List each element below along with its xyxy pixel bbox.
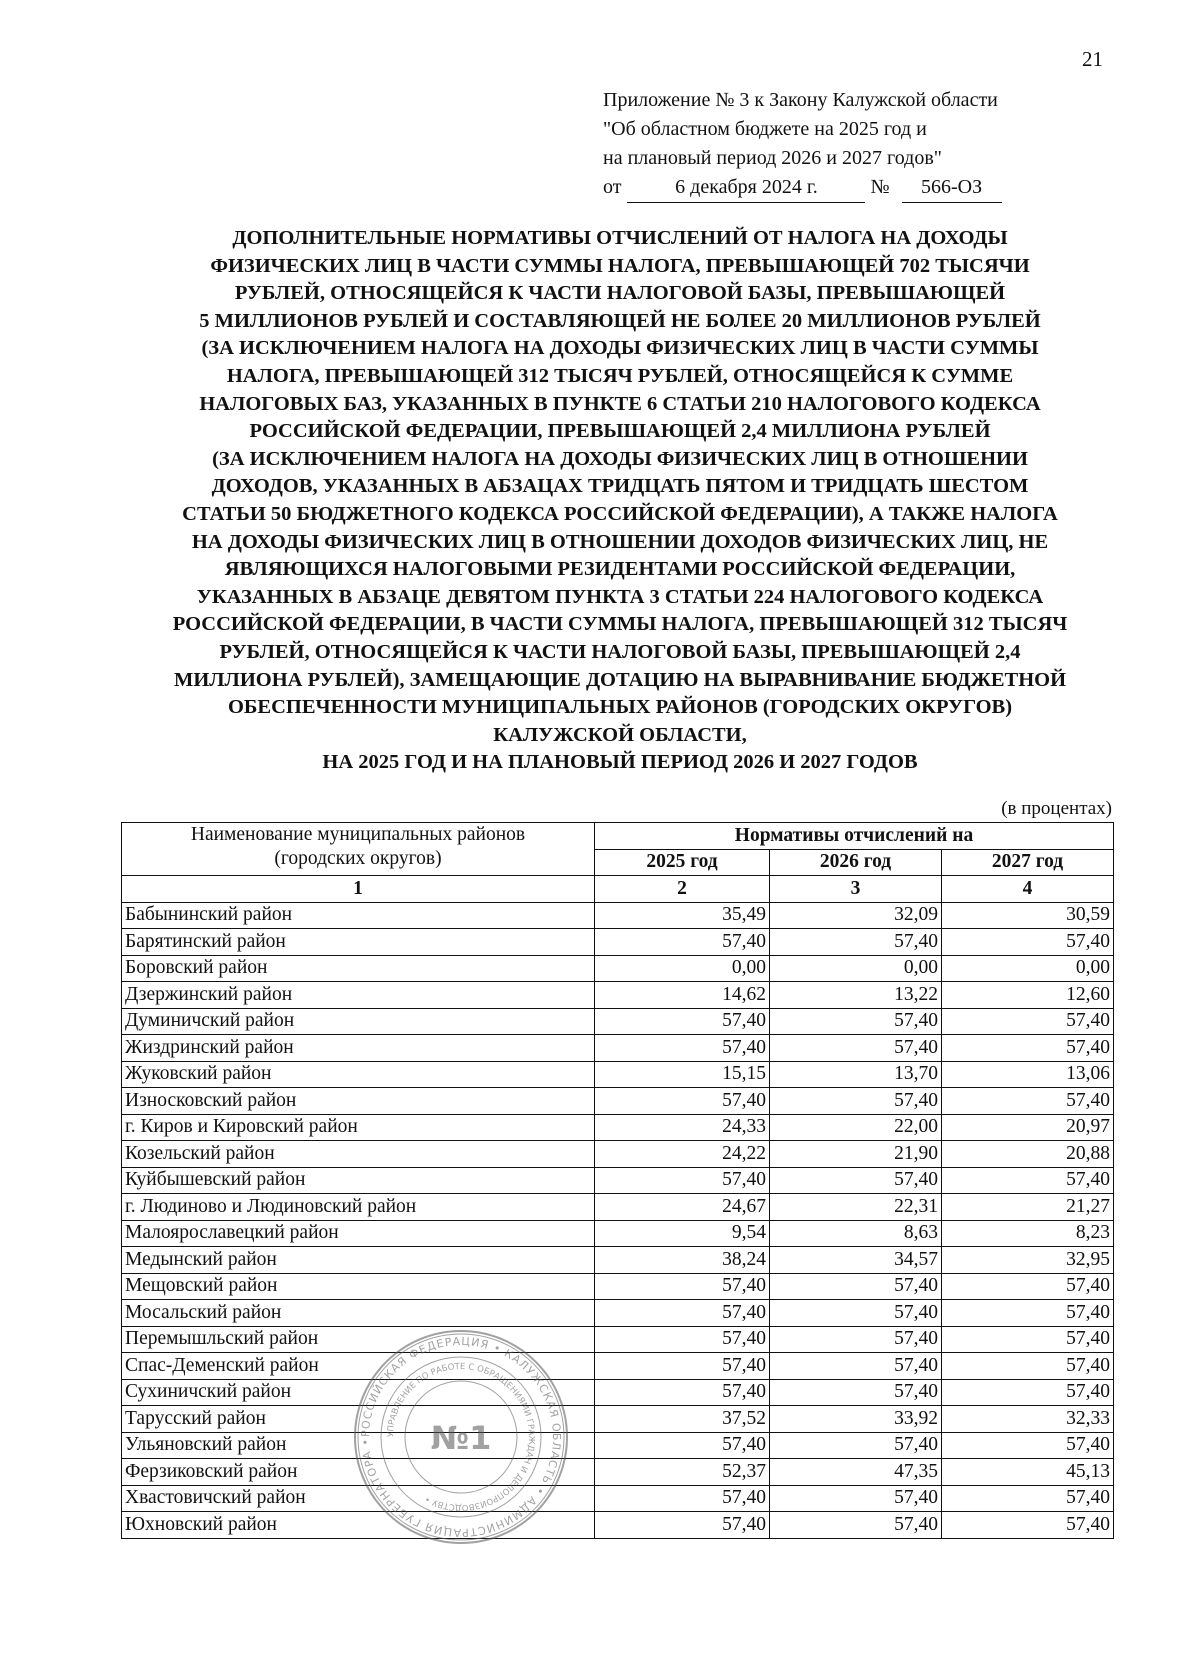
- title-line: КАЛУЖСКОЙ ОБЛАСТИ,: [493, 723, 747, 746]
- table-row: [122, 1353, 1114, 1380]
- value-2027-cell: 57,40: [942, 1326, 1114, 1353]
- title-line: РУБЛЕЙ, ОТНОСЯЩЕЙСЯ К ЧАСТИ НАЛОГОВОЙ БАЗЫ, ПРЕВЫШАЮЩЕЙ: [234, 282, 1006, 305]
- number-label: №: [870, 176, 890, 198]
- value-2025-cell: 57,40: [595, 1379, 770, 1406]
- table-row: [122, 902, 1114, 929]
- appendix-signature-line: [603, 173, 1002, 203]
- table-row: [122, 1088, 1114, 1115]
- value-2027-cell: 8,23: [942, 1220, 1114, 1247]
- from-label: от: [603, 176, 622, 198]
- table-row: [122, 1114, 1114, 1141]
- value-2026-cell: 57,40: [770, 1432, 942, 1459]
- title-line: 5 МИЛЛИОНОВ РУБЛЕЙ И СОСТАВЛЯЮЩЕЙ НЕ БОЛЕЕ 20 МИЛЛИОНОВ РУБЛЕЙ: [199, 309, 1041, 332]
- title-line: НА ДОХОДЫ ФИЗИЧЕСКИХ ЛИЦ В ОТНОШЕНИИ ДОХОДОВ ФИЗИЧЕСКИХ ЛИЦ, НЕ: [191, 530, 1049, 553]
- value-2027-cell: 20,88: [942, 1141, 1114, 1168]
- value-2027-cell: 57,40: [942, 1485, 1114, 1512]
- district-name-cell: Барятинский район: [122, 929, 595, 956]
- table-row: [122, 1035, 1114, 1062]
- title-line: РОССИЙСКОЙ ФЕДЕРАЦИИ, В ЧАСТИ СУММЫ НАЛОГА, ПРЕВЫШАЮЩЕЙ 312 ТЫСЯЧ: [172, 613, 1068, 636]
- value-2026-cell: 34,57: [770, 1247, 942, 1274]
- value-2026-cell: 33,92: [770, 1406, 942, 1433]
- value-2025-cell: 57,40: [595, 1008, 770, 1035]
- value-2026-cell: 22,00: [770, 1114, 942, 1141]
- value-2026-cell: 13,70: [770, 1061, 942, 1088]
- value-2026-cell: 57,40: [770, 1379, 942, 1406]
- title-line: ФИЗИЧЕСКИХ ЛИЦ В ЧАСТИ СУММЫ НАЛОГА, ПРЕВЫШАЮЩЕЙ 702 ТЫСЯЧИ: [210, 254, 1030, 277]
- district-name-cell: Износковский район: [122, 1088, 595, 1115]
- title-line: ЯВЛЯЮЩИХСЯ НАЛОГОВЫМИ РЕЗИДЕНТАМИ РОССИЙСКОЙ ФЕДЕРАЦИИ,: [224, 558, 1016, 581]
- value-2026-cell: 57,40: [770, 1088, 942, 1115]
- table-row: [122, 929, 1114, 956]
- value-2026-cell: 32,09: [770, 902, 942, 929]
- value-2026-cell: 21,90: [770, 1141, 942, 1168]
- value-2025-cell: 24,33: [595, 1114, 770, 1141]
- table-row: [122, 982, 1114, 1009]
- value-2026-cell: 57,40: [770, 1035, 942, 1062]
- value-2027-cell: 21,27: [942, 1194, 1114, 1221]
- title-line: РУБЛЕЙ, ОТНОСЯЩЕЙСЯ К ЧАСТИ НАЛОГОВОЙ БАЗЫ, ПРЕВЫШАЮЩЕЙ 2,4: [219, 640, 1021, 663]
- table-row: [122, 1061, 1114, 1088]
- table-row: [122, 1432, 1114, 1459]
- year-header-2027: 2027 год: [942, 849, 1114, 876]
- document-title: [90, 225, 1150, 777]
- value-2025-cell: 15,15: [595, 1061, 770, 1088]
- table-row: [122, 1008, 1114, 1035]
- district-name-cell: Юхновский район: [122, 1512, 595, 1539]
- value-2027-cell: 57,40: [942, 1035, 1114, 1062]
- appendix-header: [603, 86, 1002, 203]
- value-2026-cell: 57,40: [770, 1353, 942, 1380]
- title-line: НАЛОГА, ПРЕВЫШАЮЩЕЙ 312 ТЫСЯЧ РУБЛЕЙ, ОТНОСЯЩЕЙСЯ К СУММЕ: [226, 364, 1014, 387]
- value-2026-cell: 57,40: [770, 1512, 942, 1539]
- value-2025-cell: 14,62: [595, 982, 770, 1009]
- district-name-cell: Думиничский район: [122, 1008, 595, 1035]
- value-2025-cell: 57,40: [595, 1353, 770, 1380]
- value-2025-cell: 57,40: [595, 929, 770, 956]
- district-name-cell: Хвастовичский район: [122, 1485, 595, 1512]
- value-2025-cell: 57,40: [595, 1088, 770, 1115]
- district-name-cell: Ферзиковский район: [122, 1459, 595, 1486]
- table-row: [122, 1247, 1114, 1274]
- column-number-3: 3: [770, 876, 942, 903]
- title-line: МИЛЛИОНА РУБЛЕЙ), ЗАМЕЩАЮЩИЕ ДОТАЦИЮ НА ВЫРАВНИВАНИЕ БЮДЖЕТНОЙ: [173, 668, 1067, 691]
- district-name-cell: Дзержинский район: [122, 982, 595, 1009]
- value-2027-cell: 57,40: [942, 1512, 1114, 1539]
- value-2027-cell: 57,40: [942, 1379, 1114, 1406]
- value-2027-cell: 0,00: [942, 955, 1114, 982]
- table-row: [122, 1459, 1114, 1486]
- value-2027-cell: 13,06: [942, 1061, 1114, 1088]
- title-line: (ЗА ИСКЛЮЧЕНИЕМ НАЛОГА НА ДОХОДЫ ФИЗИЧЕСКИХ ЛИЦ В ЧАСТИ СУММЫ: [201, 337, 1039, 360]
- value-2025-cell: 37,52: [595, 1406, 770, 1433]
- value-2026-cell: 57,40: [770, 1167, 942, 1194]
- title-line: РОССИЙСКОЙ ФЕДЕРАЦИИ, ПРЕВЫШАЮЩЕЙ 2,4 МИЛЛИОНА РУБЛЕЙ: [249, 420, 991, 443]
- value-2026-cell: 57,40: [770, 1008, 942, 1035]
- value-2027-cell: 57,40: [942, 1088, 1114, 1115]
- appendix-line-3: на плановый период 2026 и 2027 годов": [603, 147, 942, 169]
- appendix-line-2: "Об областном бюджете на 2025 год и: [603, 118, 927, 140]
- value-2025-cell: 38,24: [595, 1247, 770, 1274]
- value-2027-cell: 57,40: [942, 1432, 1114, 1459]
- column-number-2: 2: [595, 876, 770, 903]
- table-row: [122, 1220, 1114, 1247]
- district-name-cell: Козельский район: [122, 1141, 595, 1168]
- value-2027-cell: 20,97: [942, 1114, 1114, 1141]
- table-row: [122, 955, 1114, 982]
- value-2026-cell: 0,00: [770, 955, 942, 982]
- value-2027-cell: 57,40: [942, 1273, 1114, 1300]
- normatives-group-header: Нормативы отчислений на: [595, 823, 1114, 850]
- value-2027-cell: 57,40: [942, 1167, 1114, 1194]
- value-2025-cell: 57,40: [595, 1167, 770, 1194]
- district-name-cell: Боровский район: [122, 955, 595, 982]
- table-row: [122, 1167, 1114, 1194]
- district-name-cell: Медынский район: [122, 1247, 595, 1274]
- page-number: 21: [1082, 47, 1103, 71]
- title-line: (ЗА ИСКЛЮЧЕНИЕМ НАЛОГА НА ДОХОДЫ ФИЗИЧЕСКИХ ЛИЦ В ОТНОШЕНИИ: [212, 447, 1028, 470]
- table-row: [122, 1326, 1114, 1353]
- table-row: [122, 1273, 1114, 1300]
- district-name-cell: Мещовский район: [122, 1273, 595, 1300]
- title-line: ДОПОЛНИТЕЛЬНЫЕ НОРМАТИВЫ ОТЧИСЛЕНИЙ ОТ НАЛОГА НА ДОХОДЫ: [232, 227, 1008, 249]
- column-number-4: 4: [942, 876, 1114, 903]
- value-2026-cell: 47,35: [770, 1459, 942, 1486]
- seal-outer-text: РОССИЙСКАЯ ФЕДЕРАЦИЯ • КАЛУЖСКАЯ ОБЛАСТЬ • АДМИНИСТРАЦИЯ ГУБЕРНАТОРА •: [358, 1334, 564, 1540]
- table-row: [122, 1485, 1114, 1512]
- name-column-header: [122, 823, 595, 876]
- district-name-cell: Мосальский район: [122, 1300, 595, 1327]
- value-2026-cell: 22,31: [770, 1194, 942, 1221]
- district-name-cell: Жиздринский район: [122, 1035, 595, 1062]
- value-2027-cell: 32,95: [942, 1247, 1114, 1274]
- value-2025-cell: 57,40: [595, 1035, 770, 1062]
- district-name-cell: Тарусский район: [122, 1406, 595, 1433]
- title-line: НАЛОГОВЫХ БАЗ, УКАЗАННЫХ В ПУНКТЕ 6 СТАТЬИ 210 НАЛОГОВОГО КОДЕКСА: [199, 392, 1041, 415]
- value-2026-cell: 13,22: [770, 982, 942, 1009]
- name-header-line-1: Наименование муниципальных районов: [190, 824, 526, 845]
- seal-inner-text: УПРАВЛЕНИЕ ПО РАБОТЕ С ОБРАЩЕНИЯМИ ГРАЖДАН И ДЕЛОПРОИЗВОДСТВУ •: [385, 1361, 537, 1513]
- value-2027-cell: 57,40: [942, 1353, 1114, 1380]
- title-line: ДОХОДОВ, УКАЗАННЫХ В АБЗАЦАХ ТРИДЦАТЬ ПЯТОМ И ТРИДЦАТЬ ШЕСТОМ: [211, 475, 1029, 498]
- table-row: [122, 1300, 1114, 1327]
- district-name-cell: Спас-Деменский район: [122, 1353, 595, 1380]
- table-row: [122, 1194, 1114, 1221]
- district-name-cell: Бабынинский район: [122, 902, 595, 929]
- value-2026-cell: 57,40: [770, 1485, 942, 1512]
- value-2025-cell: 24,22: [595, 1141, 770, 1168]
- table-body: [122, 902, 1114, 1538]
- law-date: 6 декабря 2024 г.: [627, 173, 865, 203]
- value-2027-cell: 57,40: [942, 1300, 1114, 1327]
- value-2025-cell: 0,00: [595, 955, 770, 982]
- value-2027-cell: 57,40: [942, 1008, 1114, 1035]
- district-name-cell: г. Людиново и Людиновский район: [122, 1194, 595, 1221]
- value-2027-cell: 32,33: [942, 1406, 1114, 1433]
- law-number: 566-ОЗ: [902, 173, 1002, 203]
- title-line: НА 2025 ГОД И НА ПЛАНОВЫЙ ПЕРИОД 2026 И 2027 ГОДОВ: [322, 751, 918, 774]
- value-2025-cell: 9,54: [595, 1220, 770, 1247]
- seal-number: №1: [430, 1419, 492, 1457]
- title-line: ОБЕСПЕЧЕННОСТИ МУНИЦИПАЛЬНЫХ РАЙОНОВ (ГОРОДСКИХ ОКРУГОВ): [227, 696, 1013, 719]
- value-2027-cell: 30,59: [942, 902, 1114, 929]
- table-row: [122, 1406, 1114, 1433]
- value-2025-cell: 35,49: [595, 902, 770, 929]
- district-name-cell: Малоярославецкий район: [122, 1220, 595, 1247]
- value-2025-cell: 52,37: [595, 1459, 770, 1486]
- value-2025-cell: 57,40: [595, 1512, 770, 1539]
- district-name-cell: Куйбышевский район: [122, 1167, 595, 1194]
- title-line: УКАЗАННЫХ В АБЗАЦЕ ДЕВЯТОМ ПУНКТА 3 СТАТЬИ 224 НАЛОГОВОГО КОДЕКСА: [196, 585, 1044, 608]
- value-2027-cell: 57,40: [942, 929, 1114, 956]
- value-2026-cell: 57,40: [770, 1300, 942, 1327]
- district-name-cell: г. Киров и Кировский район: [122, 1114, 595, 1141]
- value-2026-cell: 57,40: [770, 1273, 942, 1300]
- title-line: СТАТЬИ 50 БЮДЖЕТНОГО КОДЕКСА РОССИЙСКОЙ ФЕДЕРАЦИИ), А ТАКЖЕ НАЛОГА: [182, 502, 1058, 525]
- year-header-2026: 2026 год: [770, 849, 942, 876]
- table-row: [122, 1141, 1114, 1168]
- district-name-cell: Ульяновский район: [122, 1432, 595, 1459]
- value-2025-cell: 57,40: [595, 1326, 770, 1353]
- value-2026-cell: 8,63: [770, 1220, 942, 1247]
- appendix-line-1: Приложение № 3 к Закону Калужской области: [603, 89, 998, 111]
- table-row: [122, 1379, 1114, 1406]
- value-2027-cell: 12,60: [942, 982, 1114, 1009]
- column-number-1: 1: [122, 876, 595, 903]
- district-name-cell: Жуковский район: [122, 1061, 595, 1088]
- units-note: (в процентах): [1001, 798, 1112, 819]
- value-2027-cell: 45,13: [942, 1459, 1114, 1486]
- value-2025-cell: 57,40: [595, 1300, 770, 1327]
- district-name-cell: Перемышльский район: [122, 1326, 595, 1353]
- value-2026-cell: 57,40: [770, 929, 942, 956]
- year-header-2025: 2025 год: [595, 849, 770, 876]
- value-2025-cell: 57,40: [595, 1485, 770, 1512]
- value-2026-cell: 57,40: [770, 1326, 942, 1353]
- table-row: [122, 1512, 1114, 1539]
- district-name-cell: Сухиничский район: [122, 1379, 595, 1406]
- value-2025-cell: 57,40: [595, 1273, 770, 1300]
- value-2025-cell: 24,67: [595, 1194, 770, 1221]
- normatives-table: [121, 822, 1114, 1539]
- name-header-line-2: (городских округов): [274, 848, 442, 869]
- value-2025-cell: 57,40: [595, 1432, 770, 1459]
